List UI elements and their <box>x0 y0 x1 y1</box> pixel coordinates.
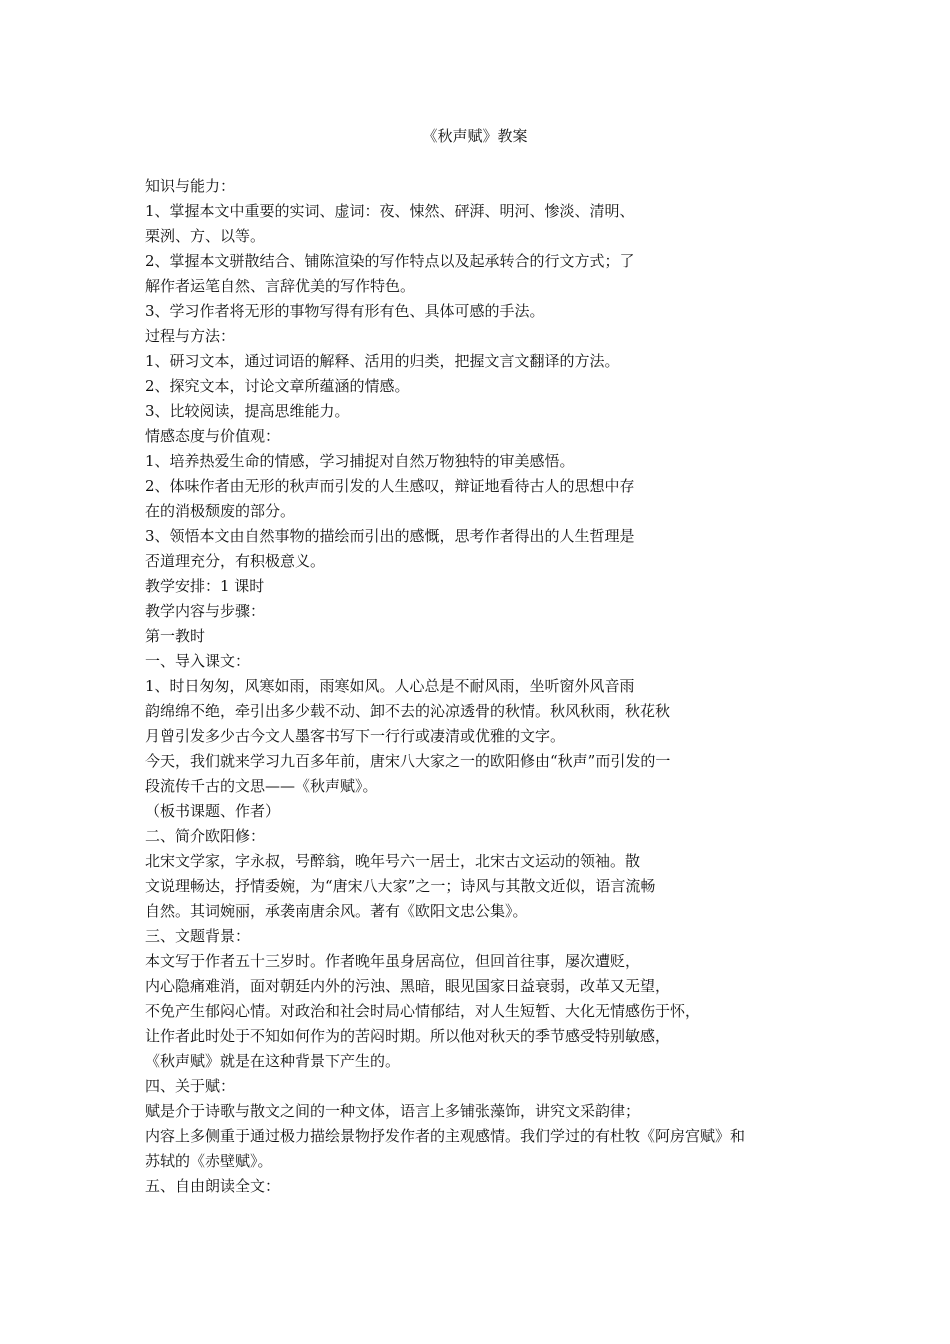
text-line: 过程与方法： <box>145 327 236 345</box>
text-line: 3、领悟本文由自然事物的描绘而引出的感慨，思考作者得出的人生哲理是 <box>145 527 635 545</box>
text-line: 情感态度与价值观： <box>145 427 281 445</box>
text-line: 第一教时 <box>145 627 206 645</box>
text-line: 栗洌、方、以等。 <box>145 227 266 245</box>
text-line: 月曾引发多少古今文人墨客书写下一行行或凄清或优雅的文字。 <box>145 727 566 745</box>
text-line: 教学内容与步骤： <box>145 602 266 620</box>
text-line: 赋是介于诗歌与散文之间的一种文体，语言上多铺张藻饰，讲究文采韵律； <box>145 1102 641 1120</box>
text-line: 1、研习文本，通过词语的解释、活用的归类，把握文言文翻译的方法。 <box>145 352 620 370</box>
text-line: 五、自由朗读全文： <box>145 1177 281 1195</box>
text-line: 2、体味作者由无形的秋声而引发的人生感叹，辩证地看待古人的思想中存 <box>145 477 635 495</box>
text-line: 让作者此时处于不知如何作为的苦闷时期。所以他对秋天的季节感受特别敏感， <box>145 1027 671 1045</box>
text-line: 自然。其词婉丽，承袭南唐余风。著有《欧阳文忠公集》。 <box>145 902 528 920</box>
text-line: 北宋文学家，字永叔，号醉翁，晚年号六一居士，北宋古文运动的领袖。散 <box>145 852 641 870</box>
text-line: 苏轼的《赤壁赋》。 <box>145 1152 273 1170</box>
text-line: 二、简介欧阳修： <box>145 827 266 845</box>
text-line: 1、掌握本文中重要的实词、虚词：夜、悚然、砰湃、明河、惨淡、清明、 <box>145 202 635 220</box>
text-line: 段流传千古的文思——《秋声赋》。 <box>145 777 378 795</box>
text-line: 1、时日匆匆，风寒如雨，雨寒如风。人心总是不耐风雨，坐听窗外风音雨 <box>145 677 635 695</box>
text-line: 在的消极颓废的部分。 <box>145 502 296 520</box>
text-line: 文说理畅达，抒情委婉，为“唐宋八大家”之一；诗风与其散文近似，语言流畅 <box>145 877 656 895</box>
text-line: 内心隐痛难消，面对朝廷内外的污浊、黑暗，眼见国家日益衰弱，改革又无望， <box>145 977 671 995</box>
text-line: 四、关于赋： <box>145 1077 236 1095</box>
text-line: （板书课题、作者） <box>145 802 281 820</box>
text-line: 教学安排：1 课时 <box>145 577 265 595</box>
text-line: 三、文题背景： <box>145 927 251 945</box>
text-line: 韵绵绵不绝，牵引出多少载不动、卸不去的沁凉透骨的秋情。秋风秋雨，秋花秋 <box>145 702 671 720</box>
text-line: 一、导入课文： <box>145 652 251 670</box>
document-title: 《秋声赋》教案 <box>422 127 528 145</box>
text-line: 3、学习作者将无形的事物写得有形有色、具体可感的手法。 <box>145 302 545 320</box>
text-line: 本文写于作者五十三岁时。作者晚年虽身居高位，但回首往事，屡次遭贬， <box>145 952 641 970</box>
text-line: 否道理充分，有积极意义。 <box>145 552 326 570</box>
text-line: 2、探究文本，讨论文章所蕴涵的情感。 <box>145 377 410 395</box>
text-line: 3、比较阅读，提高思维能力。 <box>145 402 350 420</box>
text-line: 《秋声赋》就是在这种背景下产生的。 <box>145 1052 401 1070</box>
text-line: 2、掌握本文骈散结合、铺陈渲染的写作特点以及起承转合的行文方式；了 <box>145 252 635 270</box>
document-body <box>145 174 825 1199</box>
text-line: 内容上多侧重于通过极力描绘景物抒发作者的主观感情。我们学过的有杜牧《阿房宫赋》和 <box>145 1127 746 1145</box>
text-line: 解作者运笔自然、言辞优美的写作特色。 <box>145 277 416 295</box>
text-line: 今天，我们就来学习九百多年前，唐宋八大家之一的欧阳修由“秋声”而引发的一 <box>145 752 671 770</box>
text-line: 知识与能力： <box>145 177 236 195</box>
text-line: 不免产生郁闷心情。对政治和社会时局心情郁结，对人生短暂、大化无情感伤于怀， <box>145 1002 701 1020</box>
text-line: 1、培养热爱生命的情感，学习捕捉对自然万物独特的审美感悟。 <box>145 452 575 470</box>
